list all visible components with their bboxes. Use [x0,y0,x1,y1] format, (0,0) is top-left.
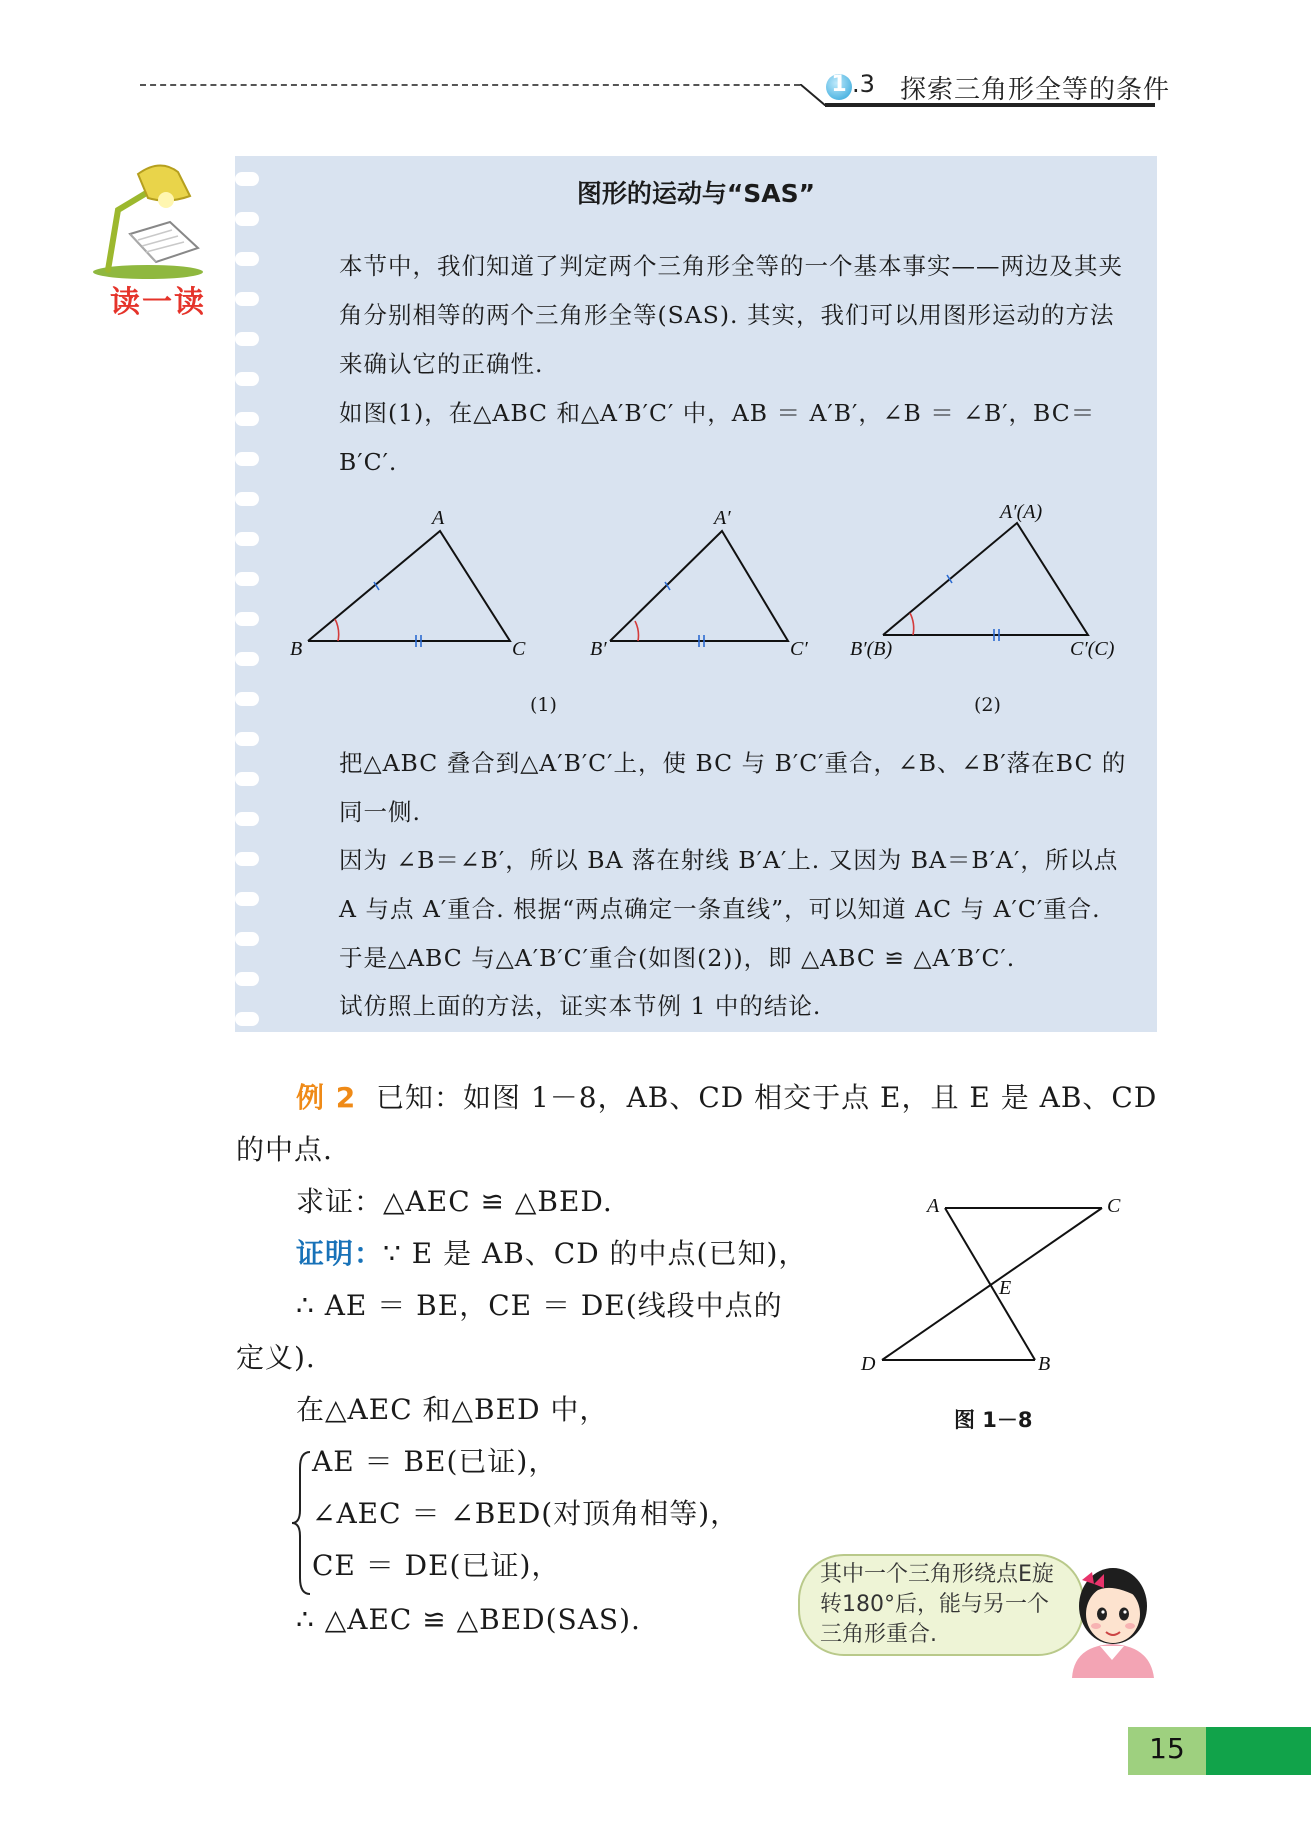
triangle-figures [280,498,1150,728]
notebook-holes [235,166,265,1026]
header-dashed-rule [140,84,800,86]
fig-label-b-prime: B′ [590,638,607,660]
fig-label-c-prime: C′ [790,638,808,660]
example-line-1: 例 2 已知：如图 1－8，AB、CD 相交于点 E，且 E 是 AB、CD [296,1081,1158,1114]
condition-3: CE ＝ DE(已证)， [312,1549,561,1582]
fig-label-a-prime: A′ [714,507,731,529]
sidebar-label: 读一读 [110,285,206,320]
reading-title: 图形的运动与“SAS” [576,179,816,208]
reading-paragraph-1: 本节中，我们知道了判定两个三角形全等的一个基本事实——两边及其夹角分别相等的两个三角形全等(SAS). 其实，我们可以用图形运动的方法来确认它的正确性. [339,252,1123,378]
fig18-label-c: C [1107,1195,1121,1217]
page-number: 15 [1149,1732,1185,1765]
condition-brace [290,1448,314,1598]
example-label: 例 2 [296,1081,357,1114]
fig-label-c: C [512,638,526,660]
proof-label: 证明： [296,1237,384,1270]
fig-label-b-prime-b: B′(B) [850,638,893,660]
section-number: .3 [852,70,875,98]
fig18-label-d: D [861,1353,876,1375]
reading-paragraph-3: 把△ABC 叠合到△A′B′C′上，使 BC 与 B′C′重合，∠B、∠B′落在BC 的同一侧. [339,749,1127,826]
conclusion: ∴ △AEC ≌ △BED(SAS). [296,1603,641,1636]
condition-2: ∠AEC ＝ ∠BED(对顶角相等)， [312,1497,740,1530]
fig-label-a: A [432,507,445,529]
fig18-label-a: A [927,1195,940,1217]
girl-character-icon [1060,1550,1165,1680]
reading-paragraph-4: 因为 ∠B＝∠B′，所以 BA 落在射线 B′A′上. 又因为 BA＝B′A′，所以点 A 与点 A′重合. 根据“两点确定一条直线”，可以知道 AC 与 A′C′重合. 于是△ABC 与△A′B′C′重合(如图(2))，即 △ABC ≌ △A′B′C′. [339,846,1119,972]
example-line-2: 的中点. [236,1133,333,1166]
figure-1-8 [855,1190,1135,1380]
figure-caption-1: (1) [530,694,557,716]
lamp-book-icon [78,152,208,282]
reading-paragraph-5: 试仿照上面的方法，证实本节例 1 中的结论. [339,992,822,1020]
figure-caption-2: (2) [974,694,1001,716]
proof-line-2: ∴ AE ＝ BE，CE ＝ DE(线段中点的 [296,1289,783,1322]
fig-label-a-prime-a: A′(A) [1000,501,1043,523]
to-prove: 求证：△AEC ≌ △BED. [296,1185,613,1218]
chapter-number: 1 [831,72,847,97]
proof-line-4: 在△AEC 和△BED 中， [296,1393,609,1426]
fig-label-c-prime-c: C′(C) [1070,638,1115,660]
condition-1: AE ＝ BE(已证)， [312,1445,558,1478]
proof-line-1: 证明：∵ E 是 AB、CD 的中点(已知)， [296,1237,808,1270]
page-number-bar [1206,1727,1311,1775]
speech-bubble-text: 其中一个三角形绕点E旋转180°后，能与另一个三角形重合. [820,1562,1054,1647]
section-title: 探索三角形全等的条件 [900,75,1171,105]
figure-1-8-caption: 图 1－8 [954,1408,1033,1432]
reading-paragraph-2: 如图(1)，在△ABC 和△A′B′C′ 中，AB ＝ A′B′，∠B ＝ ∠B′，BC＝B′C′. [339,399,1096,476]
fig-label-b: B [290,638,303,660]
fig18-label-b: B [1038,1353,1051,1375]
fig18-label-e: E [999,1277,1012,1299]
proof-line-3: 定义). [236,1341,316,1374]
